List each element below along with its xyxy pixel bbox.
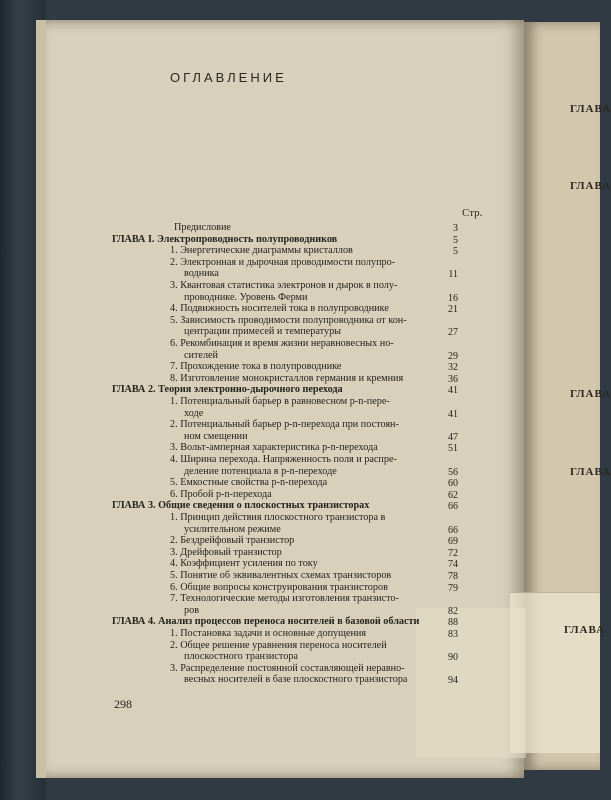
toc-page-number: 82 <box>448 605 458 617</box>
toc-entry: ном смещении <box>184 430 248 442</box>
toc-page-number: 90 <box>448 652 458 664</box>
toc-page-number: 41 <box>448 408 458 420</box>
toc-entry: сителей <box>184 349 219 361</box>
toc-entry: 2. Бездрейфовый транзистор <box>170 535 295 547</box>
toc-chapter-heading: ГЛАВА 2. Теория электронно-дырочного перехода <box>112 384 343 396</box>
toc-title: ОГЛАВЛЕНИЕ <box>170 70 287 85</box>
toc-entry: проводнике. Уровень Ферми <box>184 291 308 303</box>
toc-entry: 3. Вольт-амперная характеристика p-n-перехода <box>170 442 378 454</box>
toc-entry: центрации примесей и температуры <box>184 326 342 338</box>
toc-entry: 5. Емкостные свойства p-n-перехода <box>170 477 328 489</box>
toc-page-number: 27 <box>448 327 458 339</box>
toc-page-number: 51 <box>448 443 458 455</box>
page-edge <box>36 20 46 778</box>
toc-page-number: 66 <box>448 501 458 513</box>
toc-entry: Предисловие <box>174 222 231 233</box>
toc-entry: 1. Потенциальный барьер в равновесном p-n-пере- <box>170 396 390 407</box>
toc-chapter-heading: ГЛАВА 4. Анализ процессов переноса носителей в базовой области <box>112 616 420 628</box>
toc-entry: ров <box>184 604 199 616</box>
toc-page-number: 66 <box>448 524 458 536</box>
right-page-chapter-label: ГЛАВА <box>570 466 611 478</box>
toc-entry: 7. Прохождение тока в полупроводнике <box>170 361 342 373</box>
toc-page-number: 83 <box>448 629 458 640</box>
toc-entry: плоскостного транзистора <box>184 651 298 663</box>
toc-chapter-heading: ГЛАВА 3. Общие сведения о плоскостных транзисторах <box>112 500 370 512</box>
right-page-chapter-label: ГЛАВА <box>570 388 611 400</box>
toc-entry: водника <box>184 268 219 280</box>
toc-page-number: 41 <box>448 385 458 397</box>
toc-page-number: 11 <box>448 269 458 281</box>
toc-entry: 2. Электронная и дырочная проводимости полупро- <box>170 256 396 268</box>
right-page-chapter-label: ГЛАВА <box>570 180 611 192</box>
toc-entry: 1. Энергетические диаграммы кристаллов <box>170 245 353 257</box>
toc-entry: весных носителей в базе плоскостного транзистора <box>184 674 408 686</box>
toc-entry: 4. Коэффициент усиления по току <box>170 558 318 570</box>
toc-page-number: 5 <box>453 246 458 258</box>
toc-entry: 3. Дрейфовый транзистор <box>170 546 282 558</box>
toc-page-number: 74 <box>448 559 458 571</box>
toc-page-number: 36 <box>448 373 458 385</box>
toc-entry: 7. Технологические методы изготовления транзисто- <box>170 593 399 605</box>
toc-entry: усилительном режиме <box>184 523 281 535</box>
toc-page-number: 88 <box>448 617 458 629</box>
toc-chapter-heading: ГЛАВА I. Электропроводность полупроводников <box>112 233 338 245</box>
toc-entry: ходе <box>184 407 204 419</box>
toc-page-number: 21 <box>448 304 458 316</box>
toc-entry: 5. Понятие об эквивалентных схемах транзисторов <box>170 570 392 581</box>
toc-entry: 8. Изготовление монокристаллов германия и кремния <box>170 372 404 384</box>
toc-page-number: 5 <box>453 234 458 246</box>
toc-entry: 1. Принцип действия плоскостного транзистора в <box>170 512 386 523</box>
toc-entry: 3. Распределение постоянной составляющей неравно- <box>170 662 405 674</box>
toc-entry: 1. Постановка задачи и основные допущения <box>170 628 367 639</box>
toc-entry: 6. Рекомбинация и время жизни неравновесных но- <box>170 338 394 349</box>
toc-page-number: 79 <box>448 582 458 594</box>
toc-page-number: 29 <box>448 350 458 362</box>
toc-entry: 4. Ширина перехода. Напряженность поля и распре- <box>170 454 397 465</box>
toc-entry: 6. Пробой p-n-перехода <box>170 488 272 500</box>
toc-entry: 3. Квантовая статистика электронов и дырок в полу- <box>170 280 398 291</box>
right-page-chapter-label: ГЛАВА <box>564 624 606 636</box>
toc-entry: 6. Общие вопросы конструирования транзисторов <box>170 581 388 593</box>
page-column-label: Стр. <box>462 207 483 219</box>
right-page-chapter-label: ГЛАВА <box>570 103 611 115</box>
toc-page-number: 69 <box>448 536 458 548</box>
toc-entry: деление потенциала в p-n-переходе <box>184 465 337 477</box>
toc-page-number: 56 <box>448 466 458 478</box>
toc-entry: 4. Подвижность носителей тока в полупроводнике <box>170 303 389 315</box>
toc-entry: 2. Потенциальный барьер p-n-перехода при постоян- <box>170 419 399 431</box>
toc-page-number: 62 <box>448 489 458 501</box>
toc-page-number: 16 <box>448 292 458 304</box>
toc-page-number: 78 <box>448 571 458 582</box>
page-number: 298 <box>114 697 132 711</box>
toc-page-number: 94 <box>448 675 458 687</box>
toc-entry: 2. Общее решение уравнения переноса носителей <box>170 639 387 651</box>
toc-page-number: 60 <box>448 478 458 490</box>
tape-overlay-right <box>510 592 600 753</box>
toc-page-number: 32 <box>448 362 458 374</box>
toc-page-number: 72 <box>448 547 458 559</box>
toc-page-number: 3 <box>453 223 458 234</box>
toc-page-number: 47 <box>448 431 458 443</box>
toc-entry: 5. Зависимость проводимости полупроводника от кон- <box>170 314 407 326</box>
